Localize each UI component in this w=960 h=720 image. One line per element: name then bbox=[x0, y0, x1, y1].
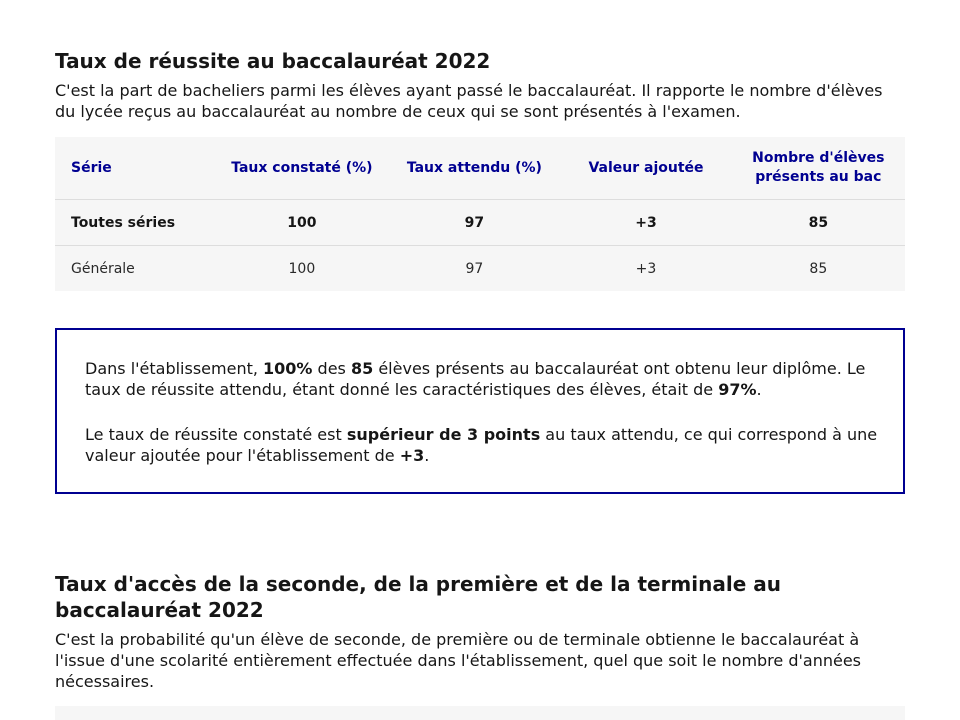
cell-serie: Générale bbox=[55, 246, 215, 292]
section-success-rate bbox=[55, 48, 905, 122]
section-description: C'est la part de bacheliers parmi les élèves ayant passé le baccalauréat. Il rapporte le nombre d'élèves du lycée reçus au baccalauréat au nombre de ceux qui se sont présentés à l'examen. bbox=[55, 81, 883, 121]
summary-callout bbox=[55, 328, 905, 494]
cell-nombre-eleves: 85 bbox=[732, 200, 905, 246]
table-row bbox=[55, 200, 905, 246]
header-taux-attendu: Taux attendu (%) bbox=[388, 137, 560, 200]
cell-taux-constate: 100 bbox=[215, 200, 388, 246]
callout-paragraph: Dans l'établissement, 100% des 85 élèves présents au baccalauréat ont obtenu leur diplôme. Le taux de réussite attendu, étant donné les caractéristiques des élèves, était de 97%. bbox=[85, 359, 866, 399]
cell-valeur-ajoutee: +3 bbox=[560, 200, 731, 246]
section-title: Taux d'accès de la seconde, de la première et de la terminale au baccalauréat 2022 bbox=[55, 572, 781, 622]
table-row bbox=[55, 246, 905, 292]
section-access-rate bbox=[55, 571, 905, 692]
header-valeur-ajoutee: Valeur ajoutée bbox=[560, 137, 731, 200]
section-description: C'est la probabilité qu'un élève de seconde, de première ou de terminale obtienne le baccalauréat à l'issue d'une scolarité entièrement effectuée dans l'établissement, quel que soit le nombre d'années nécessaires. bbox=[55, 630, 861, 691]
header-nombre-eleves: Nombre d'élèves présents au bac bbox=[732, 137, 905, 200]
results-table bbox=[55, 137, 905, 291]
header-serie: Série bbox=[55, 137, 215, 200]
cell-taux-attendu: 97 bbox=[388, 200, 560, 246]
cell-taux-constate: 100 bbox=[215, 246, 388, 292]
cell-taux-attendu: 97 bbox=[388, 246, 560, 292]
callout-paragraph: Le taux de réussite constaté est supérieur de 3 points au taux attendu, ce qui correspond à une valeur ajoutée pour l'établissement de +3. bbox=[85, 425, 878, 465]
header-taux-constate: Taux constaté (%) bbox=[215, 137, 388, 200]
section-title: Taux de réussite au baccalauréat 2022 bbox=[55, 49, 491, 73]
table-header-row bbox=[55, 137, 905, 200]
cell-nombre-eleves: 85 bbox=[732, 246, 905, 292]
cell-valeur-ajoutee: +3 bbox=[560, 246, 731, 292]
cell-serie: Toutes séries bbox=[55, 200, 215, 246]
table-top-partial bbox=[55, 706, 905, 720]
